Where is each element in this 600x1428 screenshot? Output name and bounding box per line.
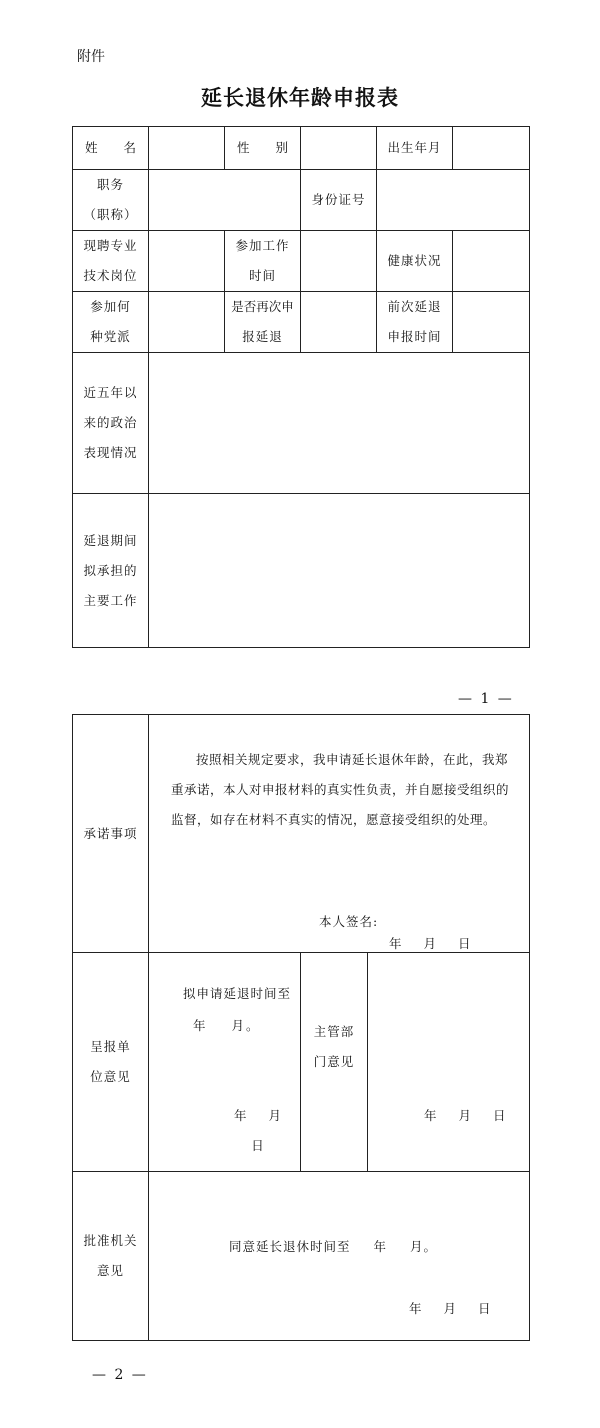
signature-label: 本人签名: (319, 914, 379, 929)
work-start-field[interactable] (301, 231, 377, 292)
birth-label: 出生年月 (377, 127, 453, 170)
attachment-label: 附件 (77, 49, 105, 65)
approval-date: 年 月 日 (409, 1301, 493, 1316)
name-field[interactable] (149, 127, 225, 170)
health-field[interactable] (453, 231, 530, 292)
position-field[interactable] (149, 170, 301, 231)
unit-opinion-text-line1: 拟申请延退时间至 (183, 986, 292, 1001)
page-number-2: — 2 — (92, 1367, 148, 1383)
dept-opinion-date: 年 月 日 (424, 1108, 508, 1123)
approval-text: 同意延长退休时间至 年 月。 (229, 1239, 437, 1254)
id-number-field[interactable] (377, 170, 530, 231)
page-number-1: — 1 — (458, 691, 514, 707)
work-start-label: 参加工作 时间 (225, 231, 301, 292)
commitment-date: 年 月 日 (389, 936, 473, 951)
political-record-label: 近五年以 来的政治 表现情况 (73, 353, 149, 494)
commitment-text: 按照相关规定要求，我申请延长退休年龄，在此，我郑重承诺，本人对申报材料的真实性负责，并自愿接受组织的监督，如存在材料不真实的情况，愿意接受组织的处理。 (171, 752, 510, 827)
application-form-page1 (72, 126, 530, 648)
prev-apply-field[interactable] (453, 292, 530, 353)
unit-opinion-cell (149, 953, 301, 1172)
health-label: 健康状况 (377, 231, 453, 292)
party-field[interactable] (149, 292, 225, 353)
name-label: 姓 名 (73, 127, 149, 170)
unit-opinion-label: 呈报单 位意见 (73, 953, 149, 1172)
party-label: 参加何 种党派 (73, 292, 149, 353)
approval-label: 批准机关 意见 (73, 1172, 149, 1341)
application-form-page2 (72, 714, 530, 1341)
commitment-label: 承诺事项 (73, 715, 149, 953)
birth-field[interactable] (453, 127, 530, 170)
dept-opinion-label: 主管部 门意见 (301, 953, 368, 1172)
prev-apply-label: 前次延退 申报时间 (377, 292, 453, 353)
approval-cell (149, 1172, 530, 1341)
position-label: 职务 （职称） (73, 170, 149, 231)
planned-work-field[interactable] (149, 494, 530, 648)
reapply-label: 是否再次申 报延退 (225, 292, 301, 353)
unit-opinion-text-line2: 年 月。 (193, 1018, 261, 1033)
unit-opinion-date: 年 月 日 (234, 1108, 283, 1153)
current-post-label: 现聘专业 技术岗位 (73, 231, 149, 292)
commitment-cell (149, 715, 530, 953)
reapply-field[interactable] (301, 292, 377, 353)
dept-opinion-cell (368, 953, 530, 1172)
current-post-field[interactable] (149, 231, 225, 292)
planned-work-label: 延退期间 拟承担的 主要工作 (73, 494, 149, 648)
form-title: 延长退休年龄申报表 (201, 85, 399, 110)
gender-field[interactable] (301, 127, 377, 170)
gender-label: 性 别 (225, 127, 301, 170)
political-record-field[interactable] (149, 353, 530, 494)
id-number-label: 身份证号 (301, 170, 377, 231)
